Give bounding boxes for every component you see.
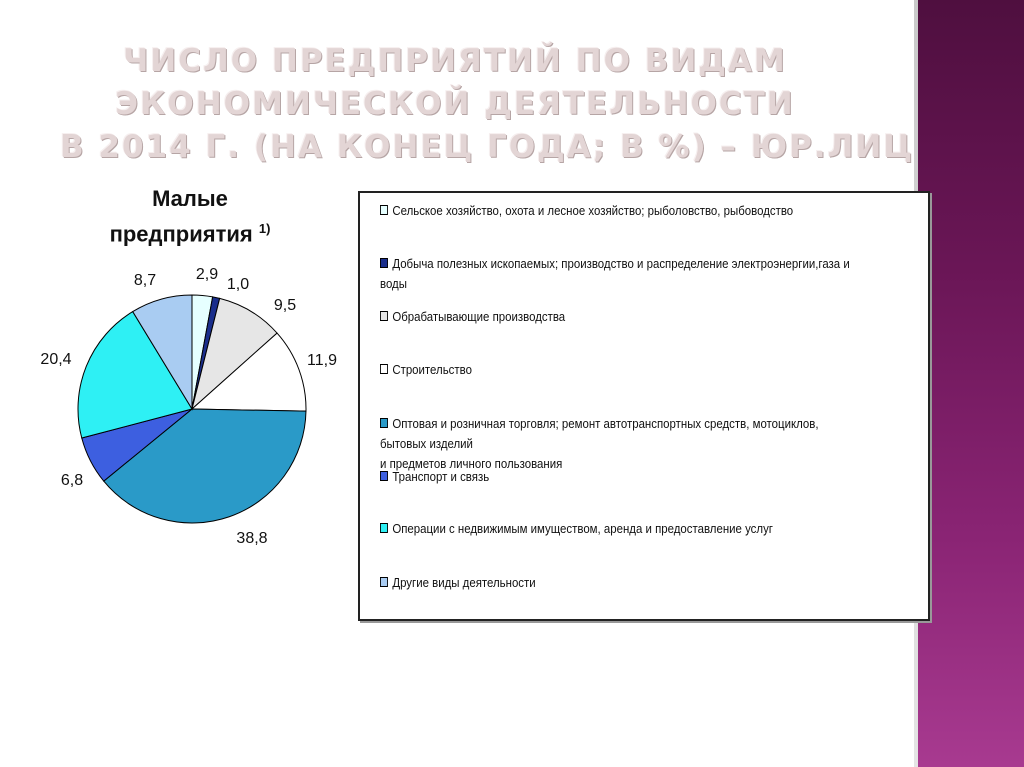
legend-swatch xyxy=(380,577,388,587)
legend-swatch xyxy=(380,258,388,268)
chart-title-line-2-text: предприятия xyxy=(109,221,253,247)
pie-data-label: 6,8 xyxy=(60,472,84,489)
title-line-3: В 2014 Г. (НА КОНЕЦ ГОДА; В %) – ЮР.ЛИЦ xyxy=(60,129,915,165)
legend-swatch xyxy=(380,311,388,321)
legend-item-real-estate xyxy=(380,519,855,539)
legend-item-trade xyxy=(380,414,855,474)
legend-item-other xyxy=(380,573,855,593)
pie-data-label: 9,5 xyxy=(273,297,297,314)
legend-label-continued: и предметов личного пользования xyxy=(380,456,563,471)
title-line-2: ЭКОНОМИЧЕСКОЙ ДЕЯТЕЛЬНОСТИ xyxy=(115,86,795,122)
pie-data-label: 11,9 xyxy=(307,352,337,369)
legend-label: Сельское хозяйство, охота и лесное хозяйство; рыболовство, рыбоводство xyxy=(392,203,794,218)
legend-label: Обрабатывающие производства xyxy=(392,309,566,324)
pie-data-label: 20,4 xyxy=(40,351,72,368)
title-line-1: ЧИСЛО ПРЕДПРИЯТИЙ ПО ВИДАМ xyxy=(123,43,787,79)
legend-swatch xyxy=(380,471,388,481)
pie-data-label: 1,0 xyxy=(226,276,250,293)
chart-title-line-2 xyxy=(90,214,290,249)
legend-label: Добыча полезных ископаемых; производство и распределение электроэнергии,газа и воды xyxy=(380,256,850,291)
legend-item-transport xyxy=(380,467,855,487)
legend-item-agriculture xyxy=(380,201,855,221)
legend-label: Строительство xyxy=(392,362,472,377)
chart-title xyxy=(90,184,290,249)
legend-swatch xyxy=(380,205,388,215)
legend-swatch xyxy=(380,418,388,428)
legend-label: Транспорт и связь xyxy=(392,469,490,484)
slide-title xyxy=(60,40,915,169)
legend-swatch xyxy=(380,523,388,533)
pie-data-label: 2,9 xyxy=(195,266,219,283)
legend-item-manufacturing xyxy=(380,307,855,327)
pie-chart xyxy=(0,250,360,560)
decorative-side-band xyxy=(914,0,1024,767)
pie-data-label: 8,7 xyxy=(133,272,157,289)
legend-label: Операции с недвижимым имуществом, аренда и предоставление услуг xyxy=(392,521,773,536)
legend-item-construction xyxy=(380,360,855,380)
chart-title-footnote: 1) xyxy=(258,221,271,236)
chart-title-line-1: Малые xyxy=(152,186,228,211)
legend-swatch xyxy=(380,364,388,374)
legend-item-mining-utilities xyxy=(380,254,855,294)
pie-data-label: 38,8 xyxy=(236,530,268,547)
chart-legend xyxy=(358,191,930,621)
legend-label: Другие виды деятельности xyxy=(392,575,536,590)
legend-label: Оптовая и розничная торговля; ремонт автотранспортных средств, мотоциклов, бытовых изделий xyxy=(380,416,819,451)
